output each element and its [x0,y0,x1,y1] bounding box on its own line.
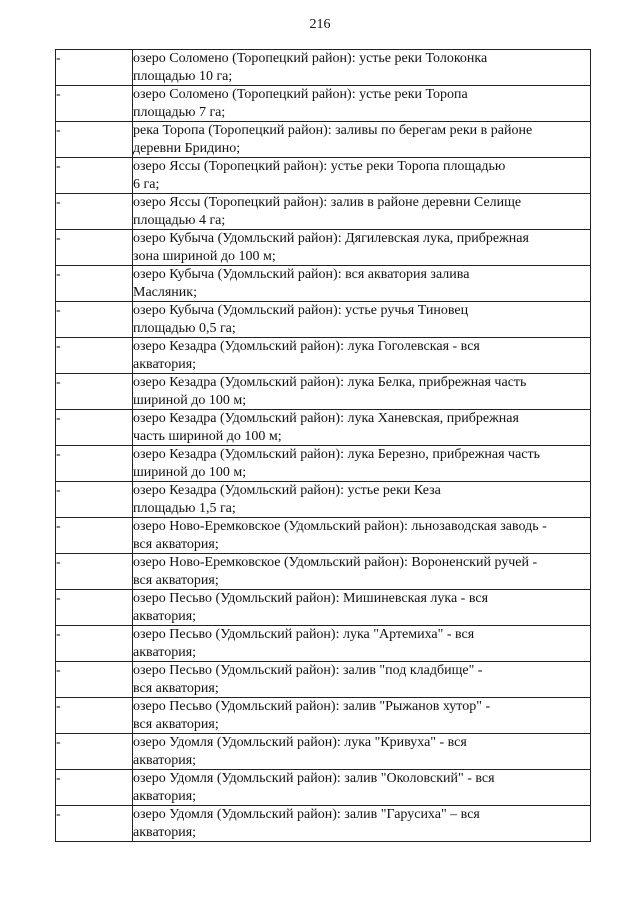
row-text-line-1: озеро Кубыча (Удомльский район): устье ручья Тиновец [133,303,469,318]
row-marker: - [56,518,133,554]
row-text-line-1: озеро Кубыча (Удомльский район): Дягилевская лука, прибрежная [133,231,529,246]
row-marker: - [56,158,133,194]
row-marker: - [56,770,133,806]
table-row [56,374,591,410]
table-row [56,266,591,302]
table-row [56,626,591,662]
row-text-cell [133,302,591,338]
row-text-cell [133,446,591,482]
table-row [56,482,591,518]
row-marker: - [56,590,133,626]
row-text-line-1: озеро Песьво (Удомльский район): залив "Рыжанов хутор" - [133,699,491,714]
document-table [55,49,591,842]
row-text-cell [133,266,591,302]
row-text-line-1: озеро Кезадра (Удомльский район): устье реки Кеза [133,483,441,498]
row-text-cell [133,554,591,590]
table-row [56,122,591,158]
row-marker: - [56,410,133,446]
row-text-cell [133,374,591,410]
row-marker: - [56,338,133,374]
row-marker: - [56,302,133,338]
row-text-cell [133,482,591,518]
table-row [56,446,591,482]
row-text-line-1: озеро Удомля (Удомльский район): залив "Гарусиха" – вся [133,807,480,822]
row-marker: - [56,122,133,158]
row-marker: - [56,50,133,86]
row-marker: - [56,482,133,518]
table-row [56,86,591,122]
row-text-line-1: озеро Удомля (Удомльский район): залив "Околовский" - вся [133,771,495,786]
row-text-line-2: акватория; [133,608,197,624]
row-text-line-2: деревни Бридино; [133,140,241,156]
row-text-line-2: шириной до 100 м; [133,464,247,480]
row-text-line-1: озеро Песьво (Удомльский район): залив "под кладбище" - [133,663,483,678]
row-text-line-1: озеро Ново-Еремковское (Удомльский район): льнозаводская заводь - [133,519,547,534]
table-row [56,158,591,194]
row-text-cell [133,410,591,446]
row-marker: - [56,806,133,842]
row-text-line-1: озеро Кубыча (Удомльский район): вся акватория залива [133,267,470,282]
row-text-line-1: озеро Соломено (Торопецкий район): устье реки Торопа [133,87,468,102]
row-text-cell [133,338,591,374]
row-marker: - [56,626,133,662]
table-row [56,50,591,86]
row-marker: - [56,86,133,122]
row-text-line-1: озеро Кезадра (Удомльский район): лука Ханевская, прибрежная [133,411,519,426]
table-row [56,194,591,230]
row-text-cell [133,770,591,806]
row-text-line-1: озеро Соломено (Торопецкий район): устье реки Толоконка [133,51,488,66]
table-row [56,770,591,806]
row-text-line-1: озеро Яссы (Торопецкий район): устье реки Торопа площадью [133,159,506,174]
table-row [56,302,591,338]
row-text-line-2: площадью 4 га; [133,212,226,228]
row-marker: - [56,266,133,302]
row-marker: - [56,374,133,410]
row-text-line-2: вся акватория; [133,536,219,552]
table-row [56,806,591,842]
table-row [56,662,591,698]
row-text-cell [133,626,591,662]
row-text-cell [133,86,591,122]
table-row [56,734,591,770]
row-text-cell [133,230,591,266]
row-text-cell [133,806,591,842]
row-marker: - [56,734,133,770]
row-text-line-1: река Торопа (Торопецкий район): заливы по берегам реки в районе [133,123,533,138]
table-row [56,554,591,590]
row-text-line-2: зона шириной до 100 м; [133,248,276,264]
row-marker: - [56,194,133,230]
row-text-cell [133,194,591,230]
row-text-line-2: Масляник; [133,284,197,300]
row-text-line-2: шириной до 100 м; [133,392,247,408]
row-text-line-1: озеро Кезадра (Удомльский район): лука Гоголевская - вся [133,339,480,354]
row-marker: - [56,662,133,698]
row-text-line-2: площадью 10 га; [133,68,233,84]
row-text-line-1: озеро Кезадра (Удомльский район): лука Белка, прибрежная часть [133,375,527,390]
page-number: 216 [309,17,331,32]
row-marker: - [56,554,133,590]
row-marker: - [56,230,133,266]
row-text-line-1: озеро Песьво (Удомльский район): лука "Артемиха" - вся [133,627,475,642]
row-text-line-2: площадью 0,5 га; [133,320,236,336]
row-text-cell [133,158,591,194]
row-text-line-1: озеро Кезадра (Удомльский район): лука Березно, прибрежная часть [133,447,541,462]
row-text-cell [133,662,591,698]
row-text-line-2: акватория; [133,356,197,372]
row-text-line-1: озеро Песьво (Удомльский район): Мишиневская лука - вся [133,591,489,606]
row-text-cell [133,698,591,734]
row-text-line-2: вся акватория; [133,716,219,732]
row-text-line-2: часть шириной до 100 м; [133,428,282,444]
row-text-line-2: вся акватория; [133,680,219,696]
row-marker: - [56,698,133,734]
row-text-line-2: площадью 7 га; [133,104,226,120]
row-text-line-2: акватория; [133,644,197,660]
row-text-line-2: площадью 1,5 га; [133,500,236,516]
row-text-cell [133,122,591,158]
table-row [56,230,591,266]
table-row [56,410,591,446]
row-text-line-2: 6 га; [133,176,160,192]
row-marker: - [56,446,133,482]
row-text-line-1: озеро Яссы (Торопецкий район): залив в районе деревни Селище [133,195,522,210]
row-text-cell [133,518,591,554]
row-text-cell [133,590,591,626]
table-row [56,338,591,374]
row-text-line-1: озеро Удомля (Удомльский район): лука "Кривуха" - вся [133,735,467,750]
table-body [56,50,591,842]
table-row [56,698,591,734]
row-text-line-2: акватория; [133,788,197,804]
row-text-line-2: акватория; [133,824,197,840]
row-text-cell [133,734,591,770]
row-text-line-2: вся акватория; [133,572,219,588]
row-text-line-2: акватория; [133,752,197,768]
table-row [56,518,591,554]
row-text-line-1: озеро Ново-Еремковское (Удомльский район): Вороненский ручей - [133,555,538,570]
row-text-cell [133,50,591,86]
table-row [56,590,591,626]
